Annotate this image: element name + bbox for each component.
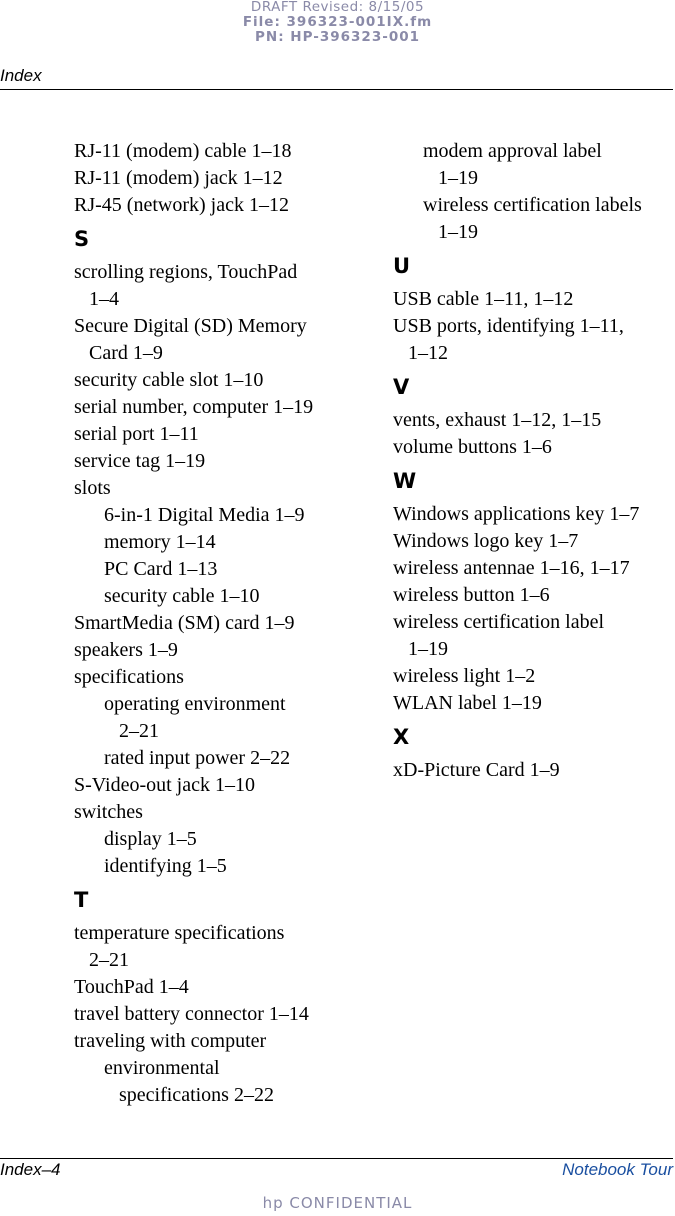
index-entry: vents, exhaust 1–12, 1–15: [393, 409, 602, 431]
index-entry: RJ-11 (modem) jack 1–12: [74, 167, 283, 189]
index-entry: SmartMedia (SM) card 1–9: [74, 612, 295, 634]
index-subentry: memory 1–14: [104, 531, 216, 553]
footer-rule: [0, 1158, 673, 1159]
index-entry: Secure Digital (SD) Memory: [74, 315, 307, 337]
index-entry: serial port 1–11: [74, 423, 199, 445]
index-entry-continuation: 1–4: [89, 288, 119, 310]
index-section-letter: W: [393, 469, 417, 493]
footer-book-title[interactable]: Notebook Tour: [562, 1160, 673, 1179]
index-entry: volume buttons 1–6: [393, 436, 552, 458]
index-section-letter: X: [393, 725, 410, 749]
index-entry: security cable slot 1–10: [74, 369, 264, 391]
index-entry: temperature specifications: [74, 922, 285, 944]
index-entry: specifications: [74, 666, 184, 688]
index-subentry: rated input power 2–22: [104, 747, 291, 769]
index-entry: wireless antennae 1–16, 1–17: [393, 557, 630, 579]
index-entry: Windows applications key 1–7: [393, 503, 640, 525]
header-rule: [0, 89, 673, 90]
index-subentry: 1–19: [438, 167, 478, 189]
index-entry: USB ports, identifying 1–11,: [393, 315, 624, 337]
index-subentry: modem approval label: [423, 140, 602, 162]
index-entry-continuation: 1–12: [408, 342, 448, 364]
index-entry: RJ-45 (network) jack 1–12: [74, 194, 289, 216]
index-subentry: wireless certification labels: [423, 194, 642, 216]
index-entry: wireless button 1–6: [393, 584, 550, 606]
index-entry: serial number, computer 1–19: [74, 396, 314, 418]
index-entry: travel battery connector 1–14: [74, 1003, 309, 1025]
index-entry-continuation: 2–21: [89, 949, 129, 971]
index-entry: S-Video-out jack 1–10: [74, 774, 255, 796]
index-subentry: specifications 2–22: [119, 1084, 274, 1106]
index-entry-continuation: 1–19: [408, 638, 448, 660]
index-entry: xD-Picture Card 1–9: [393, 759, 560, 781]
index-entry: RJ-11 (modem) cable 1–18: [74, 140, 292, 162]
index-entry: Windows logo key 1–7: [393, 530, 579, 552]
index-entry: wireless light 1–2: [393, 665, 536, 687]
index-subentry: security cable 1–10: [104, 585, 260, 607]
index-entry: scrolling regions, TouchPad: [74, 261, 298, 283]
index-entry: speakers 1–9: [74, 639, 178, 661]
index-entry-continuation: Card 1–9: [89, 342, 163, 364]
index-column-right: [393, 138, 675, 784]
footer-page-label: Index–4: [0, 1160, 61, 1179]
index-subentry: 2–21: [119, 720, 159, 742]
index-entry: slots: [74, 477, 111, 499]
index-entry: WLAN label 1–19: [393, 692, 542, 714]
index-section-letter: V: [393, 375, 410, 399]
index-section-letter: U: [393, 254, 411, 278]
draft-watermark: [0, 0, 675, 45]
index-entry: traveling with computer: [74, 1030, 267, 1052]
index-entry: USB cable 1–11, 1–12: [393, 288, 574, 310]
index-column-left: [74, 138, 374, 1109]
index-entry: service tag 1–19: [74, 450, 206, 472]
index-entry: TouchPad 1–4: [74, 976, 189, 998]
draft-file-line: File: 396323-001IX.fm: [242, 14, 433, 30]
index-subentry: 1–19: [438, 221, 478, 243]
index-subentry: display 1–5: [104, 828, 197, 850]
draft-revised-line: DRAFT Revised: 8/15/05: [250, 0, 425, 15]
confidential-notice: hp CONFIDENTIAL: [262, 1194, 413, 1212]
draft-pn-line: PN: HP-396323-001: [255, 29, 420, 45]
index-subentry: PC Card 1–13: [104, 558, 218, 580]
index-subentry: environmental: [104, 1057, 220, 1079]
index-subentry: operating environment: [104, 693, 286, 715]
index-subentry: 6-in-1 Digital Media 1–9: [104, 504, 305, 526]
index-subentry: identifying 1–5: [104, 855, 227, 877]
running-head: Index: [0, 66, 42, 85]
index-section-letter: T: [74, 888, 89, 912]
index-entry: wireless certification label: [393, 611, 605, 633]
index-entry: switches: [74, 801, 143, 823]
index-section-letter: S: [74, 227, 90, 251]
